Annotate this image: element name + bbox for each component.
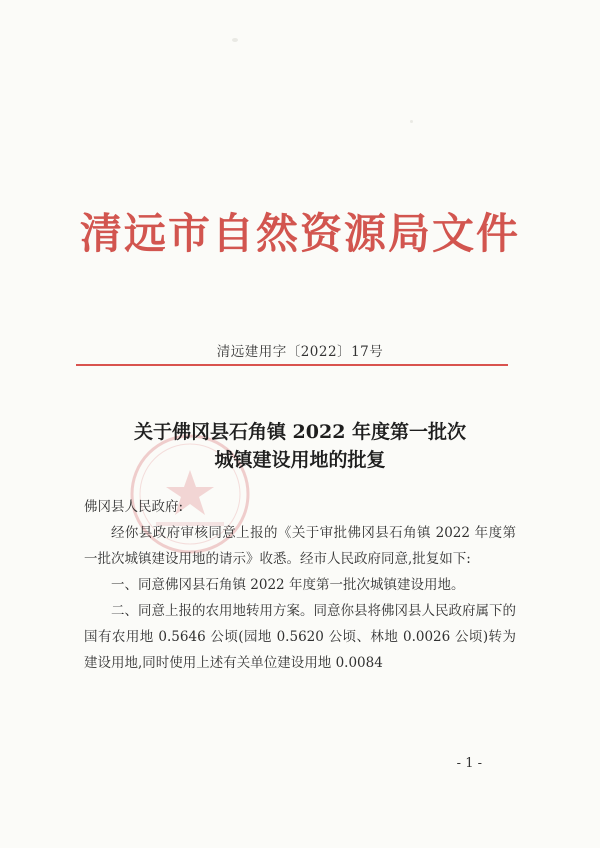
document-body xyxy=(84,494,516,676)
page-number: - 1 - xyxy=(456,756,482,771)
body-paragraph: 一、同意佛冈县石角镇 2022 年度第一批次城镇建设用地。 xyxy=(111,577,465,593)
heading-line-1: 关于佛冈县石角镇 2022 年度第一批次 xyxy=(133,421,467,443)
issuing-authority-title: 清远市自然资源局文件 xyxy=(79,209,520,258)
document-heading xyxy=(60,418,540,474)
scan-speck xyxy=(232,38,238,42)
body-paragraph: 二、同意上报的农用地转用方案。同意你县将佛冈县人民政府属下的国有农用地 0.5646 公顷(园地 0.5620 公顷、林地 0.0026 公顷)转为建设用地,同时使用上述有关单位建设用地 0.0084 xyxy=(84,603,516,671)
heading-line-2: 城镇建设用地的批复 xyxy=(214,449,386,471)
body-paragraph: 经你县政府审核同意上报的《关于审批佛冈县石角镇 2022 年度第一批次城镇建设用地的请示》收悉。经市人民政府同意,批复如下: xyxy=(84,525,516,567)
red-separator-line xyxy=(76,364,508,366)
document-number: 清远建用字〔2022〕17号 xyxy=(216,344,384,360)
scan-speck xyxy=(410,120,413,123)
salutation: 佛冈县人民政府: xyxy=(84,499,184,515)
